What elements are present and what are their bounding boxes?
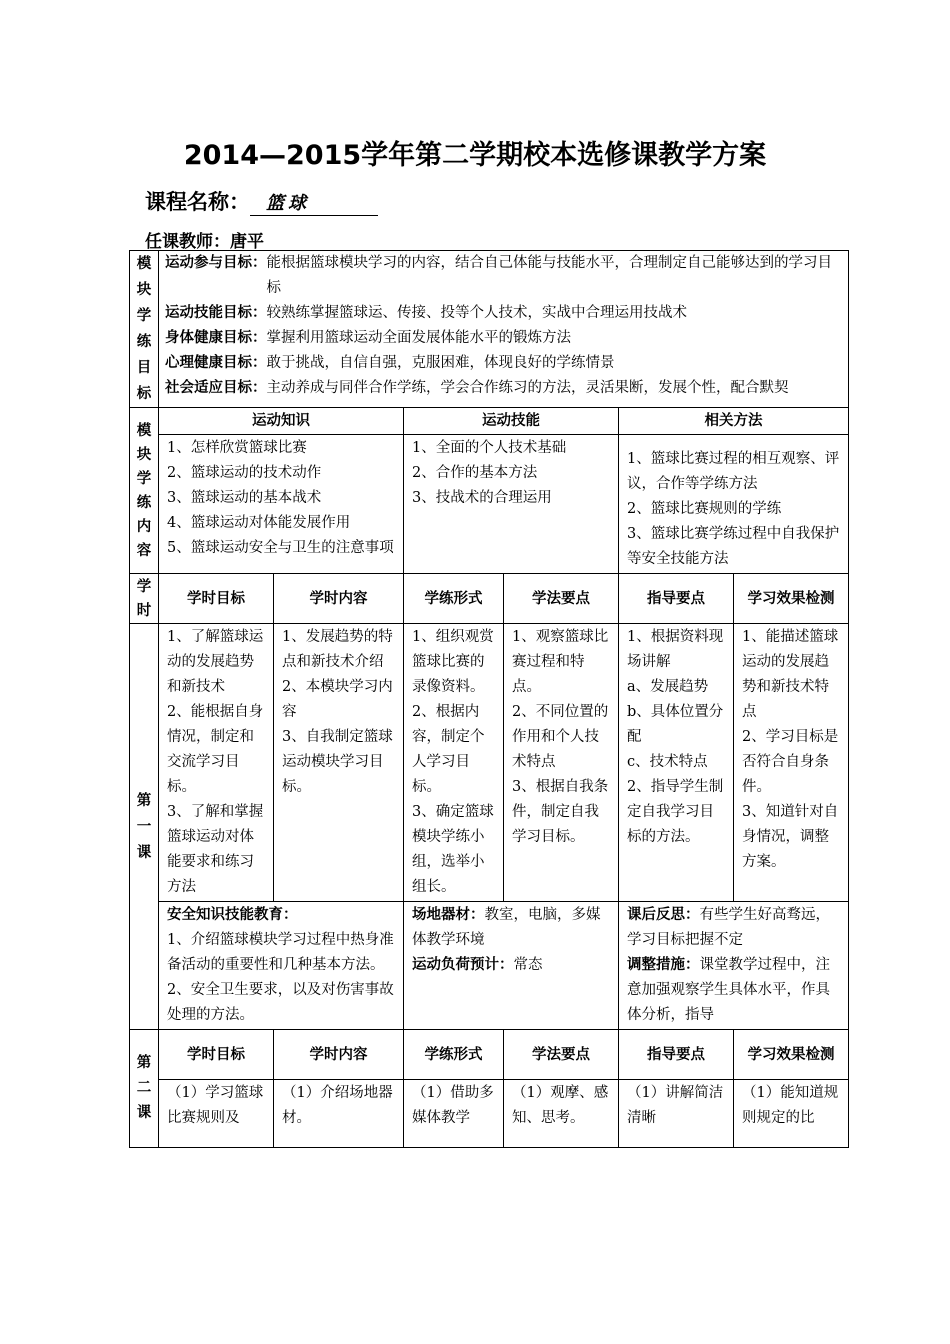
goals-cell (159, 251, 849, 408)
lesson1-cell: 1、了解篮球运动的发展趋势和新技术 2、能根据自身情况，制定和交流学习目标。 3、了解和掌握篮球运动对体能要求和练习方法 (159, 624, 274, 902)
lesson2-cell: （1）借助多媒体教学 (404, 1080, 504, 1148)
lesson2-cell: （1）能知道规则规定的比 (734, 1080, 849, 1148)
skills-cell: 1、全面的个人技术基础 2、合作的基本方法 3、技战术的合理运用 (404, 435, 619, 574)
lesson2-cell: （1）介绍场地器材。 (274, 1080, 404, 1148)
column-header: 学时内容 (274, 574, 404, 624)
goal-item: 运动参与目标： 能根据篮球模块学习的内容，结合自己体能与技能水平，合理制定自己能够达到的学习目标 (165, 255, 832, 296)
goal-item: 身体健康目标： 掌握利用篮球运动全面发展体能水平的锻炼方法 (165, 330, 571, 346)
content-side: 模块学练内容 (130, 408, 159, 574)
goal-item: 运动技能目标： 较熟练掌握篮球运、传接、投等个人技术，实战中合理运用技战术 (165, 305, 687, 321)
column-header: 学练形式 (404, 574, 504, 624)
methods-cell: 1、篮球比赛过程的相互观察、评议，合作等学练方法 2、篮球比赛规则的学练 3、篮球比赛学练过程中自我保护等安全技能方法 (619, 435, 849, 574)
knowledge-cell: 1、怎样欣赏篮球比赛 2、篮球运动的技术动作 3、篮球运动的基本战术 4、篮球运动对体能发展作用 5、篮球运动安全与卫生的注意事项 (159, 435, 404, 574)
lesson1-row (130, 624, 849, 902)
column-header: 学时内容 (274, 1030, 404, 1080)
page-title: 2014—2015学年第二学期校本选修课教学方案 (183, 140, 767, 171)
course-value: 篮球 (250, 189, 378, 216)
safety-cell: 安全知识技能教育： 1、介绍篮球模块学习过程中热身准备活动的重要性和几种基本方法。 2、安全卫生要求，以及对伤害事故处理的方法。 (159, 902, 404, 1030)
goal-item: 社会适应目标： 主动养成与同伴合作学练，学会合作练习的方法，灵活果断，发展个性，配合默契 (165, 380, 789, 396)
column-header: 学时目标 (159, 1030, 274, 1080)
teacher-label: 任课教师： (145, 232, 230, 252)
course-label: 课程名称： (145, 190, 250, 214)
lesson1-cell: 1、根据资料现场讲解 a、发展趋势 b、具体位置分配 c、技术特点 2、指导学生制定自我学习目标的方法。 (619, 624, 734, 902)
content-header: 相关方法 (619, 408, 849, 435)
column-header: 指导要点 (619, 1030, 734, 1080)
column-header: 学法要点 (504, 1030, 619, 1080)
lesson2-header-row (130, 1030, 849, 1080)
lesson1-cell: 1、组织观赏篮球比赛的录像资料。 2、根据内容，制定个人学习目标。 3、确定篮球模块学练小组，选举小组长。 (404, 624, 504, 902)
goals-row (130, 251, 849, 408)
lesson1-notes-row (130, 902, 849, 1030)
column-header: 学练形式 (404, 1030, 504, 1080)
content-header: 运动技能 (404, 408, 619, 435)
lesson2-side: 第二课 (130, 1030, 159, 1148)
hours-side: 学时 (130, 574, 159, 624)
venue-cell: 场地器材：教室，电脑，多媒体教学环境 运动负荷预计：常态 (404, 902, 619, 1030)
content-row (130, 435, 849, 574)
course-name (145, 186, 378, 216)
lesson2-cell: （1）观摩、感知、思考。 (504, 1080, 619, 1148)
column-header: 学时目标 (159, 574, 274, 624)
column-header: 指导要点 (619, 574, 734, 624)
content-header: 运动知识 (159, 408, 404, 435)
column-header: 学习效果检测 (734, 574, 849, 624)
goal-item: 心理健康目标： 敢于挑战，自信自强，克服困难，体现良好的学练情景 (165, 355, 615, 371)
plan-table (129, 250, 849, 1148)
lesson1-cell: 1、发展趋势的特点和新技术介绍 2、本模块学习内容 3、自我制定篮球运动模块学习目标。 (274, 624, 404, 902)
hours-header-row (130, 574, 849, 624)
lesson2-cell: （1）讲解简洁清晰 (619, 1080, 734, 1148)
reflection-cell: 课后反思：有些学生好高骛远，学习目标把握不定 调整措施：课堂教学过程中，注意加强观察学生具体水平，作具体分析，指导 (619, 902, 849, 1030)
lesson2-row (130, 1080, 849, 1148)
lesson1-cell: 1、观察篮球比赛过程和特点。 2、不同位置的作用和个人技术特点 3、根据自我条件，制定自我学习目标。 (504, 624, 619, 902)
column-header: 学习效果检测 (734, 1030, 849, 1080)
content-header-row (130, 408, 849, 435)
lesson1-cell: 1、能描述篮球运动的发展趋势和新技术特点 2、学习目标是否符合自身条件。 3、知道针对自身情况，调整方案。 (734, 624, 849, 902)
teacher-value: 唐平 (230, 232, 264, 252)
lesson2-cell: （1）学习篮球比赛规则及 (159, 1080, 274, 1148)
lesson1-side: 第一课 (130, 624, 159, 1030)
column-header: 学法要点 (504, 574, 619, 624)
teacher (145, 227, 264, 252)
goals-side: 模块学练目标 (130, 251, 159, 408)
